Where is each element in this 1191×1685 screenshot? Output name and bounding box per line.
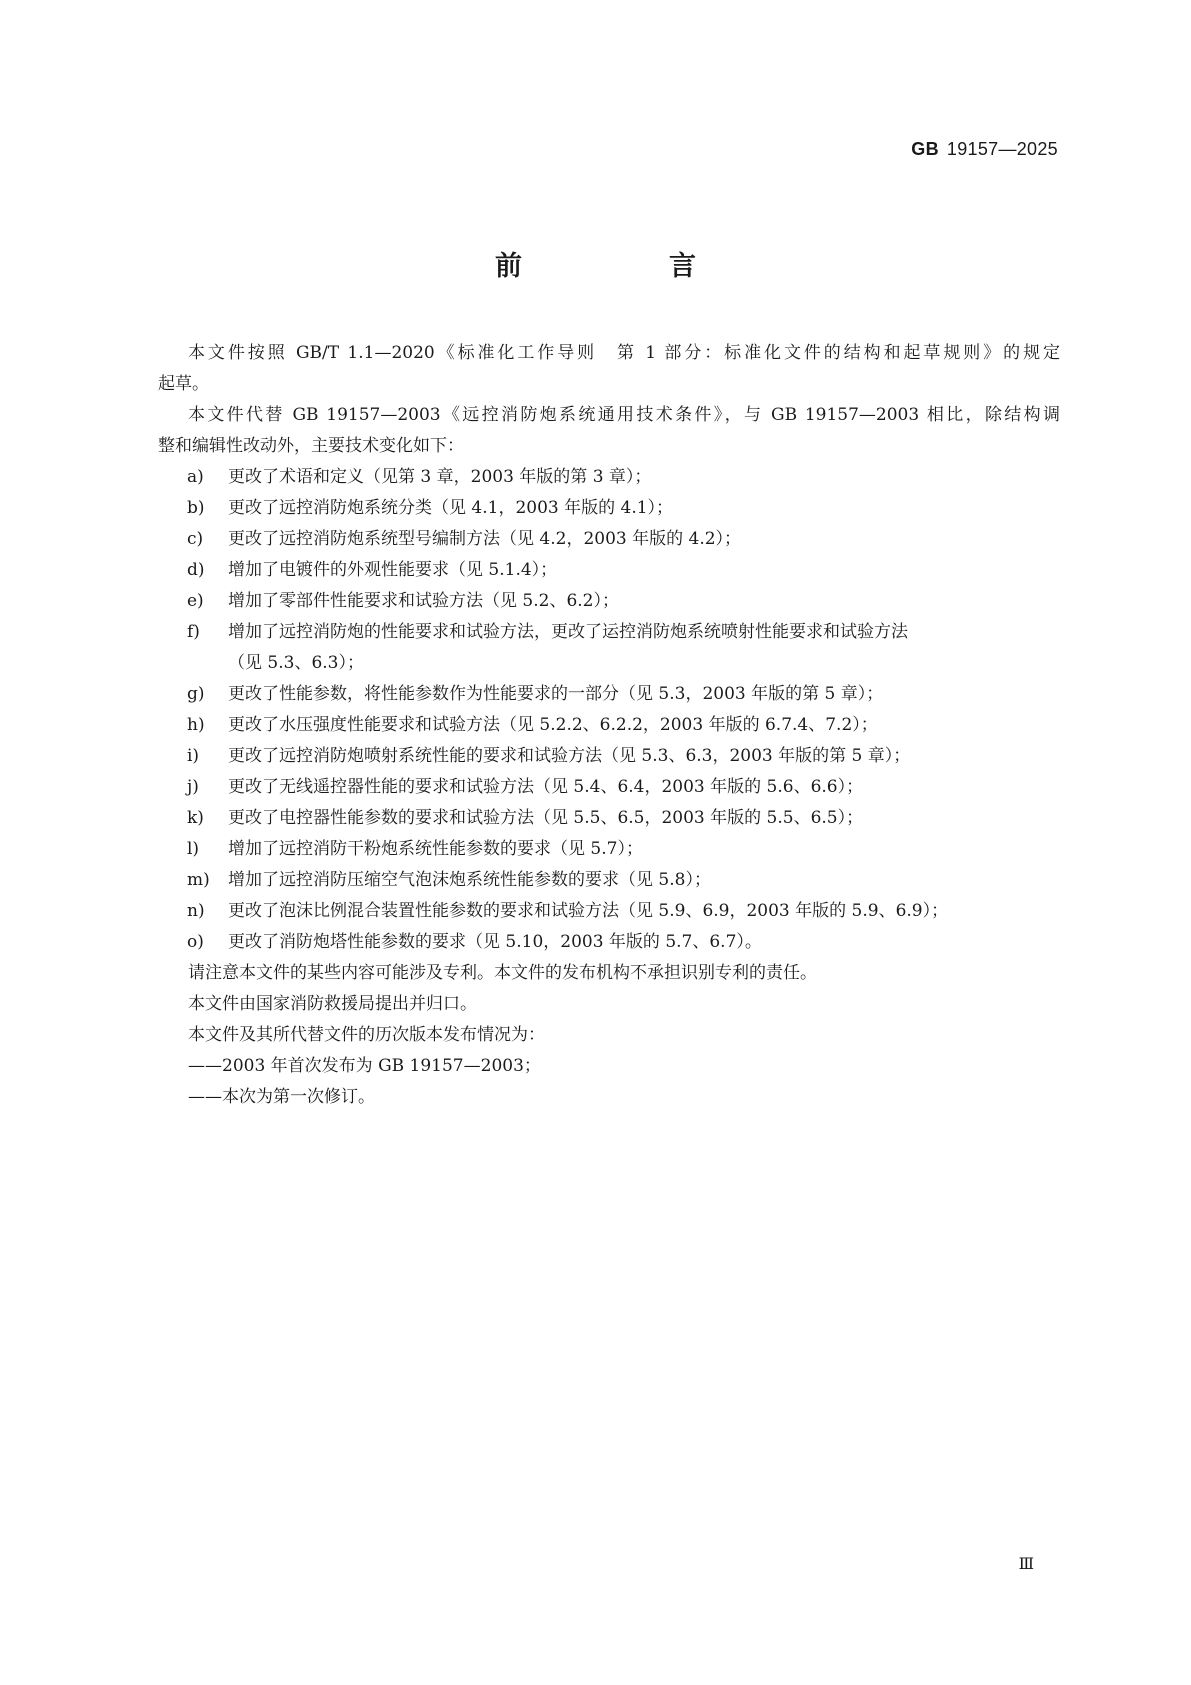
list-item-text: 增加了远控消防干粉炮系统性能参数的要求（见 5.7）；: [228, 839, 643, 859]
list-item-text: 增加了电镀件的外观性能要求（见 5.1.4）；: [228, 560, 558, 580]
list-item-text: 更改了远控消防炮喷射系统性能的要求和试验方法（见 5.3、6.3，2003 年版的第 5 章）；: [228, 746, 911, 766]
changes-list: [158, 462, 1060, 958]
history-item: ——本次为第一次修订。: [188, 1087, 375, 1107]
list-item-text: 更改了泡沫比例混合装置性能参数的要求和试验方法（见 5.9、6.9，2003 年版的 5.9、6.9）；: [228, 901, 949, 921]
foreword-body: [158, 338, 1060, 1113]
list-item: [158, 710, 1060, 741]
standard-number: 19157—2025: [946, 139, 1058, 159]
list-item-label: i): [187, 746, 200, 766]
list-item: [158, 834, 1060, 865]
list-item-label: l): [187, 839, 200, 859]
paragraph-replacement: 本文件代替 GB 19157—2003《远控消防炮系统通用技术条件》，与 GB 19157—2003 相比，除结构调: [188, 405, 1060, 425]
list-item: [158, 803, 1060, 834]
list-item-label: f): [187, 622, 200, 642]
list-item-text: 增加了远控消防压缩空气泡沫炮系统性能参数的要求（见 5.8）；: [228, 870, 711, 890]
list-item-text: 增加了零部件性能要求和试验方法（见 5.2、6.2）；: [228, 591, 619, 611]
list-item-label: m): [187, 870, 210, 890]
list-item: [158, 772, 1060, 803]
list-item: [158, 555, 1060, 586]
list-item-text: 更改了电控器性能参数的要求和试验方法（见 5.5、6.5，2003 年版的 5.5、6.5）；: [228, 808, 864, 828]
patent-notice: 请注意本文件的某些内容可能涉及专利。本文件的发布机构不承担识别专利的责任。: [188, 963, 817, 983]
paragraph-drafting-rules-end: 起草。: [158, 374, 209, 394]
list-item-label: c): [187, 529, 204, 549]
list-item: [158, 586, 1060, 617]
list-item: [158, 896, 1060, 927]
page-number: Ⅲ: [1018, 1554, 1034, 1573]
list-item-text: 更改了术语和定义（见第 3 章，2003 年版的第 3 章）；: [228, 467, 652, 487]
list-item-label: h): [187, 715, 205, 735]
history-intro: 本文件及其所代替文件的历次版本发布情况为：: [188, 1025, 545, 1045]
list-item-label: k): [187, 808, 204, 828]
list-item-text: 更改了性能参数，将性能参数作为性能要求的一部分（见 5.3，2003 年版的第 5 章）；: [228, 684, 884, 704]
list-item-continuation: （见 5.3、6.3）；: [228, 653, 364, 673]
list-item: [158, 679, 1060, 710]
list-item-label: e): [187, 591, 204, 611]
paragraph-drafting-rules: 本文件按照 GB/T 1.1—2020《标准化工作导则 第 1 部分：标准化文件的结构和起草规则》的规定: [188, 343, 1060, 363]
document-code: [911, 139, 1058, 160]
list-item-text: 更改了远控消防炮系统分类（见 4.1，2003 年版的 4.1）；: [228, 498, 674, 518]
list-item-text: 增加了远控消防炮的性能要求和试验方法，更改了运控消防炮系统喷射性能要求和试验方法: [228, 622, 908, 642]
list-item-label: g): [187, 684, 205, 704]
list-item-label: d): [187, 560, 205, 580]
list-item-text: 更改了水压强度性能要求和试验方法（见 5.2.2、6.2.2，2003 年版的 6.7.4、7.2）；: [228, 715, 878, 735]
list-item-label: b): [187, 498, 205, 518]
list-item-label: o): [187, 932, 204, 952]
list-item: [158, 865, 1060, 896]
standard-prefix: GB: [911, 139, 939, 159]
list-item: [158, 741, 1060, 772]
list-item: [158, 493, 1060, 524]
list-item-label: n): [187, 901, 205, 921]
list-item-text: 更改了消防炮塔性能参数的要求（见 5.10，2003 年版的 5.7、6.7）。: [228, 932, 762, 952]
history-item: ——2003 年首次发布为 GB 19157—2003；: [188, 1056, 541, 1076]
list-item: [158, 524, 1060, 555]
list-item-text: 更改了无线遥控器性能的要求和试验方法（见 5.4、6.4，2003 年版的 5.6、6.6）；: [228, 777, 864, 797]
list-item-text: 更改了远控消防炮系统型号编制方法（见 4.2，2003 年版的 4.2）；: [228, 529, 742, 549]
page-title: 前 言: [495, 251, 756, 282]
list-item: [158, 617, 1060, 648]
paragraph-replacement-end: 整和编辑性改动外，主要技术变化如下：: [158, 436, 464, 456]
list-item: [158, 927, 1060, 958]
list-item: [158, 462, 1060, 493]
proposer-statement: 本文件由国家消防救援局提出并归口。: [188, 994, 477, 1014]
list-item-label: j): [187, 777, 199, 797]
list-item-label: a): [187, 467, 204, 487]
